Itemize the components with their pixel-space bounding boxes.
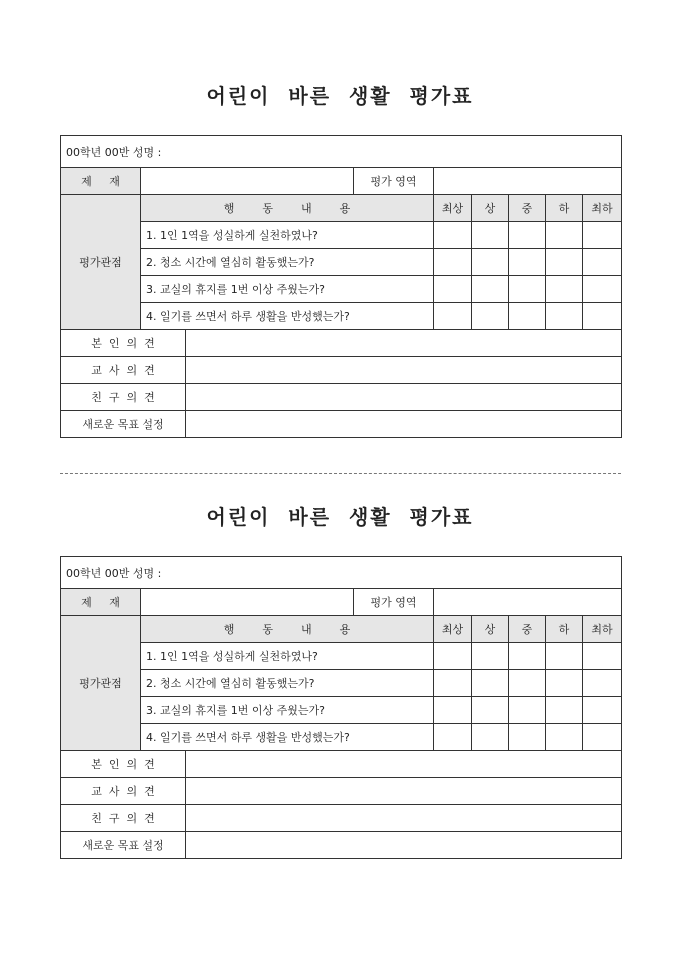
student-info[interactable]: 00학년 00반 성명 :	[61, 136, 622, 168]
opinion-input[interactable]	[186, 751, 622, 778]
behavior-item: 1. 1인 1역을 성실하게 실천하였나?	[141, 643, 434, 670]
opinion-input[interactable]	[186, 805, 622, 832]
subject-label: 제 재	[61, 168, 141, 195]
rating-cell[interactable]	[583, 643, 622, 670]
behavior-item: 2. 청소 시간에 열심히 활동했는가?	[141, 670, 434, 697]
rating-cell[interactable]	[546, 303, 583, 330]
rating-cell[interactable]	[472, 222, 509, 249]
evaluation-table	[60, 556, 622, 859]
rating-header: 중	[509, 195, 546, 222]
rating-cell[interactable]	[583, 276, 622, 303]
rating-cell[interactable]	[583, 724, 622, 751]
opinion-label: 새로운 목표 설정	[61, 411, 186, 438]
rating-cell[interactable]	[546, 724, 583, 751]
rating-cell[interactable]	[434, 670, 472, 697]
rating-header: 상	[472, 195, 509, 222]
category-label: 평가관점	[61, 195, 141, 330]
rating-cell[interactable]	[509, 249, 546, 276]
subject-input[interactable]	[141, 168, 354, 195]
opinion-label: 본 인 의 견	[61, 751, 186, 778]
content-header: 행 동 내 용	[141, 195, 434, 222]
rating-header: 최상	[434, 616, 472, 643]
rating-cell[interactable]	[472, 276, 509, 303]
opinion-input[interactable]	[186, 384, 622, 411]
rating-header: 상	[472, 616, 509, 643]
rating-cell[interactable]	[546, 276, 583, 303]
rating-header: 하	[546, 195, 583, 222]
opinion-label: 친 구 의 견	[61, 805, 186, 832]
cut-line	[60, 473, 621, 474]
rating-cell[interactable]	[546, 697, 583, 724]
behavior-item: 3. 교실의 휴지를 1번 이상 주웠는가?	[141, 697, 434, 724]
content-header: 행 동 내 용	[141, 616, 434, 643]
rating-cell[interactable]	[472, 724, 509, 751]
rating-header: 하	[546, 616, 583, 643]
behavior-item: 2. 청소 시간에 열심히 활동했는가?	[141, 249, 434, 276]
rating-cell[interactable]	[434, 249, 472, 276]
subject-label: 제 재	[61, 589, 141, 616]
opinion-input[interactable]	[186, 330, 622, 357]
behavior-item: 4. 일기를 쓰면서 하루 생활을 반성했는가?	[141, 724, 434, 751]
rating-cell[interactable]	[583, 222, 622, 249]
rating-header: 중	[509, 616, 546, 643]
area-input[interactable]	[434, 589, 622, 616]
rating-cell[interactable]	[434, 276, 472, 303]
opinion-label: 교 사 의 견	[61, 778, 186, 805]
opinion-label: 새로운 목표 설정	[61, 832, 186, 859]
area-label: 평가 영역	[354, 589, 434, 616]
category-label: 평가관점	[61, 616, 141, 751]
rating-cell[interactable]	[583, 670, 622, 697]
rating-cell[interactable]	[434, 303, 472, 330]
rating-cell[interactable]	[509, 276, 546, 303]
rating-cell[interactable]	[472, 697, 509, 724]
rating-cell[interactable]	[509, 303, 546, 330]
opinion-input[interactable]	[186, 411, 622, 438]
rating-cell[interactable]	[509, 643, 546, 670]
behavior-item: 3. 교실의 휴지를 1번 이상 주웠는가?	[141, 276, 434, 303]
opinion-input[interactable]	[186, 778, 622, 805]
rating-header: 최하	[583, 195, 622, 222]
behavior-item: 1. 1인 1역을 성실하게 실천하였나?	[141, 222, 434, 249]
rating-cell[interactable]	[583, 303, 622, 330]
sheet-title: 어린이 바른 생활 평가표	[206, 505, 474, 529]
area-input[interactable]	[434, 168, 622, 195]
rating-header: 최상	[434, 195, 472, 222]
rating-cell[interactable]	[434, 697, 472, 724]
rating-cell[interactable]	[434, 643, 472, 670]
rating-cell[interactable]	[583, 697, 622, 724]
opinion-input[interactable]	[186, 357, 622, 384]
rating-cell[interactable]	[509, 670, 546, 697]
opinion-label: 본 인 의 견	[61, 330, 186, 357]
rating-cell[interactable]	[434, 724, 472, 751]
rating-cell[interactable]	[546, 670, 583, 697]
student-info[interactable]: 00학년 00반 성명 :	[61, 557, 622, 589]
rating-cell[interactable]	[546, 222, 583, 249]
rating-cell[interactable]	[509, 697, 546, 724]
rating-cell[interactable]	[509, 724, 546, 751]
rating-cell[interactable]	[434, 222, 472, 249]
rating-cell[interactable]	[472, 303, 509, 330]
rating-cell[interactable]	[509, 222, 546, 249]
rating-cell[interactable]	[583, 249, 622, 276]
behavior-item: 4. 일기를 쓰면서 하루 생활을 반성했는가?	[141, 303, 434, 330]
sheet-title: 어린이 바른 생활 평가표	[206, 84, 474, 108]
opinion-input[interactable]	[186, 832, 622, 859]
rating-header: 최하	[583, 616, 622, 643]
area-label: 평가 영역	[354, 168, 434, 195]
opinion-label: 교 사 의 견	[61, 357, 186, 384]
rating-cell[interactable]	[472, 643, 509, 670]
rating-cell[interactable]	[472, 249, 509, 276]
rating-cell[interactable]	[546, 249, 583, 276]
evaluation-table	[60, 135, 622, 438]
rating-cell[interactable]	[472, 670, 509, 697]
rating-cell[interactable]	[546, 643, 583, 670]
subject-input[interactable]	[141, 589, 354, 616]
opinion-label: 친 구 의 견	[61, 384, 186, 411]
